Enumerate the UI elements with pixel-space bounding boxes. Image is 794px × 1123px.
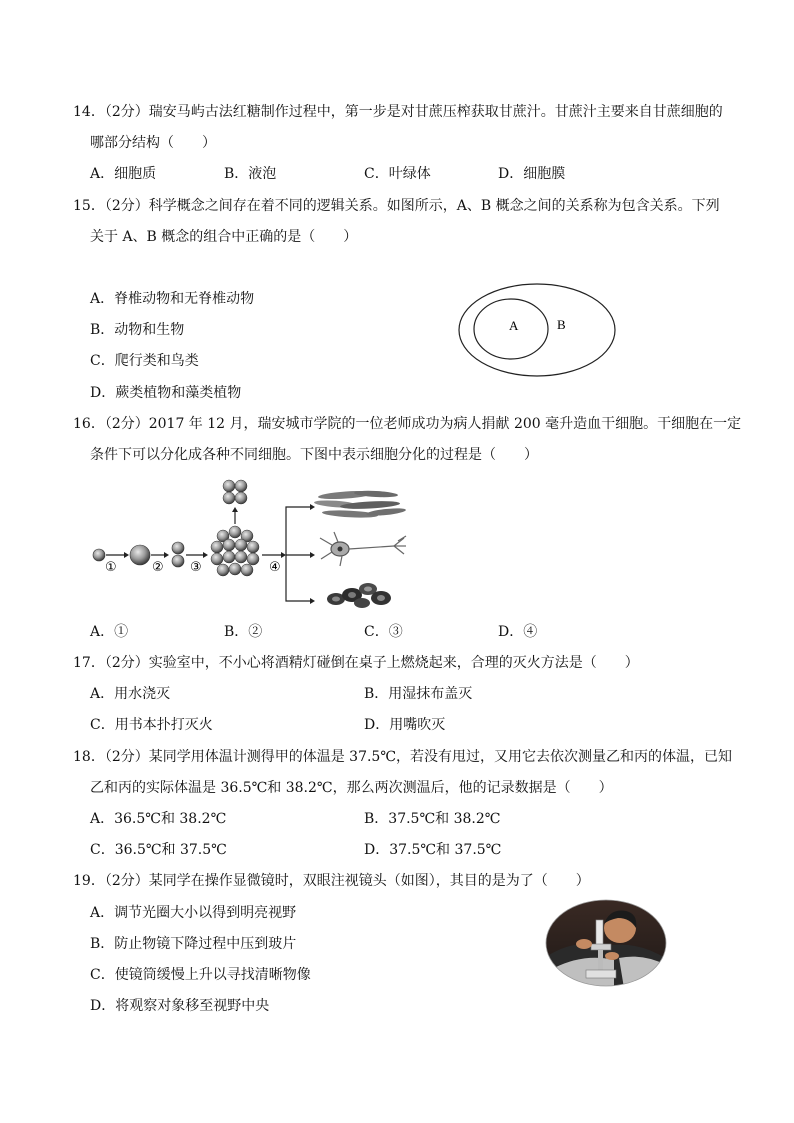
venn-label-b: B [557, 317, 566, 332]
q18-option-a: A．36.5℃和 38.2℃ [90, 811, 227, 827]
q18-stem-line1: 18．（2分）某同学用体温计测得甲的体温是 37.5℃，若没有甩过，又用它去依次测量乙和丙的体温，已知 [73, 749, 733, 765]
step-label-3: ③ [190, 560, 202, 575]
neuron-cell [320, 532, 406, 566]
q16-option-b: B．② [224, 624, 263, 640]
step-label-2: ② [152, 560, 164, 575]
q14-option-c: C．叶绿体 [364, 166, 431, 182]
venn-label-a: A [509, 318, 519, 333]
q15-option-d: D．蕨类植物和藻类植物 [90, 385, 242, 401]
four-cell-group [223, 480, 247, 504]
q17-option-d: D．用嘴吹灭 [364, 717, 446, 733]
q17-option-c: C．用书本扑打灭火 [90, 717, 213, 733]
dividing-cell-bottom [172, 555, 184, 567]
q18-option-c: C．36.5℃和 37.5℃ [90, 842, 227, 858]
q16-option-c: C．③ [364, 624, 403, 640]
q15-option-c: C．爬行类和鸟类 [90, 353, 199, 369]
q18-stem-line2: 乙和丙的实际体温是 36.5℃和 38.2℃，那么两次测温后，他的记录数据是（ ） [90, 780, 613, 796]
q15-stem-line1: 15．（2分）科学概念之间存在着不同的逻辑关系。如图所示，A、B 概念之间的关系称为包含关系。下列 [73, 198, 720, 214]
q18-option-d: D．37.5℃和 37.5℃ [364, 842, 502, 858]
q19-option-c: C．使镜筒缓慢上升以寻找清晰物像 [90, 967, 311, 983]
q19-microscope-photo [544, 898, 668, 988]
q14-stem-line1: 14．（2分）瑞安马屿古法红糖制作过程中，第一步是对甘蔗压榨获取甘蔗汁。甘蔗汁主要来自甘蔗细胞的 [73, 104, 723, 120]
q17-option-a: A．用水浇灭 [90, 686, 171, 702]
q16-stem-line2: 条件下可以分化成各种不同细胞。下图中表示细胞分化的过程是（ ） [90, 447, 538, 463]
q16-cell-differentiation-diagram [88, 474, 428, 614]
q16-option-a: A．① [90, 624, 129, 640]
step-label-1: ① [105, 560, 117, 575]
q15-venn-diagram [455, 280, 625, 380]
q16-option-d: D．④ [498, 624, 538, 640]
q19-stem: 19．（2分）某同学在操作显微镜时，双眼注视镜头（如图），其目的是为了（ ） [73, 873, 590, 889]
q18-option-b: B．37.5℃和 38.2℃ [364, 811, 501, 827]
grown-cell [130, 545, 150, 565]
dividing-cell-top [172, 542, 184, 554]
q17-option-b: B．用湿抹布盖灭 [364, 686, 473, 702]
q15-option-a: A．脊椎动物和无脊椎动物 [90, 291, 255, 307]
single-cell [93, 549, 105, 561]
step-label-4: ④ [269, 560, 281, 575]
q19-option-d: D．将观察对象移至视野中央 [90, 998, 270, 1014]
q17-stem: 17．（2分）实验室中，不小心将酒精灯碰倒在桌子上燃烧起来，合理的灭火方法是（ ） [73, 655, 639, 671]
q14-option-b: B．液泡 [224, 166, 277, 182]
outer-ellipse-b [459, 284, 615, 376]
q19-option-b: B．防止物镜下降过程中压到玻片 [90, 936, 297, 952]
cell-cluster [211, 526, 259, 576]
muscle-cells [314, 490, 406, 519]
q16-stem-line1: 16．（2分）2017 年 12 月，瑞安城市学院的一位老师成功为病人捐献 200 毫升造血干细胞。干细胞在一定 [73, 416, 742, 432]
blood-cells [327, 583, 391, 608]
q15-option-b: B．动物和生物 [90, 322, 185, 338]
q15-stem-line2: 关于 A、B 概念的组合中正确的是（ ） [90, 229, 358, 245]
q14-option-a: A．细胞质 [90, 166, 157, 182]
q19-option-a: A．调节光圈大小以得到明亮视野 [90, 905, 297, 921]
q14-stem-line2: 哪部分结构（ ） [90, 135, 216, 151]
q14-option-d: D．细胞膜 [498, 166, 566, 182]
